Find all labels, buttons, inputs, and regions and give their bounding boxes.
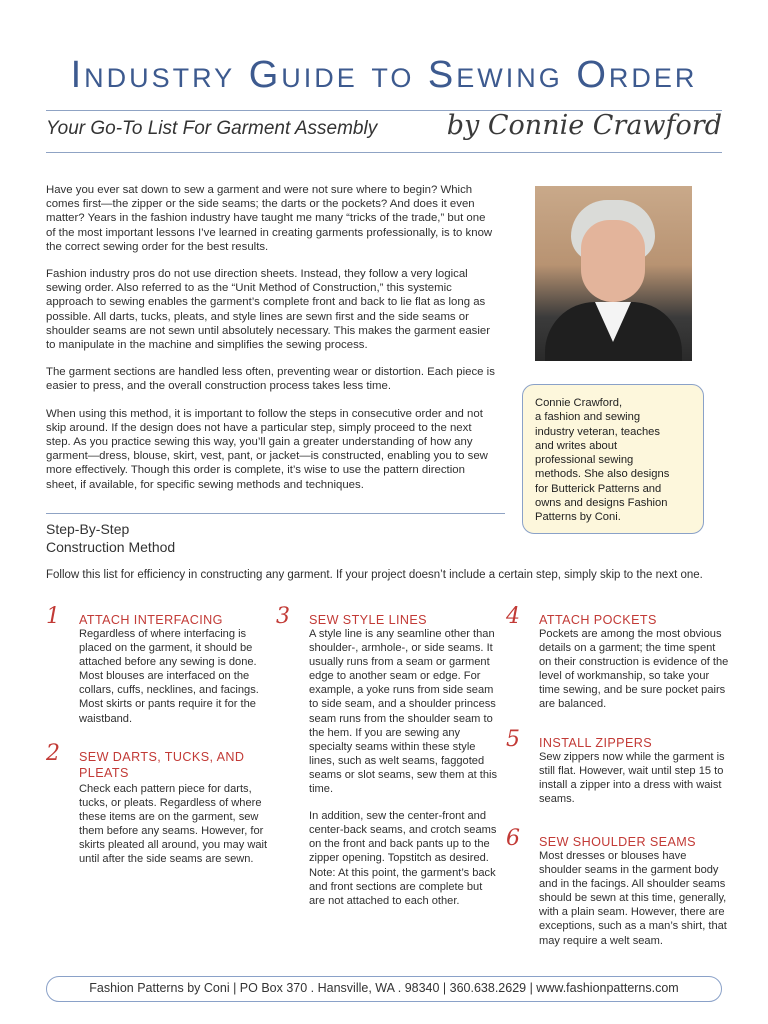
step-heading: ATTACH INTERFACING	[79, 613, 223, 627]
step-heading: SEW STYLE LINES	[309, 613, 427, 627]
step-body	[539, 750, 729, 819]
intro-paragraph: The garment sections are handled less often, preventing wear or distortion. Each piece is easier to press, and the overall construction process takes less time.	[46, 366, 495, 393]
bio-line: owns and designs Fashion	[535, 497, 668, 510]
step-heading: INSTALL ZIPPERS	[539, 736, 653, 750]
step-paragraph: Most dresses or blouses have shoulder seams in the garment body and in the facings. All shoulder seams should be sewn at this time, generally, with a plain seam. However, there are exceptions, such as a man’s shirt, that may require a welt seam.	[539, 850, 727, 947]
section-heading	[46, 520, 175, 556]
page-subtitle: Your Go-To List For Garment Assembly	[46, 118, 378, 139]
page-title: Industry Guide to Sewing Order	[70, 54, 698, 96]
step-heading: ATTACH POCKETS	[539, 613, 657, 627]
step-number: 1	[46, 604, 60, 629]
step-paragraph: In addition, sew the center-front and center-back seams, and crotch seams on the front and back pants up to the zipper opening. Topstitch as desired. Note: At this point, the garment’s back and front sections are complete but are not attached to each other.	[309, 810, 497, 907]
author-byline: by Connie Crawford	[446, 110, 722, 141]
step-paragraph: Check each pattern piece for darts, tucks, or pleats. Regardless of where these items are on the garment, sew them before any seams. However, for skirts pleated all around, you may wait until after the side seams are sewn.	[79, 783, 268, 866]
step-body	[539, 849, 729, 961]
bio-line: industry veteran, teaches	[535, 425, 660, 438]
step-body	[539, 627, 729, 725]
step-number: 5	[506, 727, 520, 752]
step-number: 4	[506, 604, 520, 629]
subtitle-rule	[46, 152, 722, 153]
step-paragraph: Pockets are among the most obvious details on a garment; the time spent on their construction is evidence of the level of workmanship, so take your time sewing, and be sure pocket pairs are balanced.	[539, 628, 729, 711]
intro-paragraph: Have you ever sat down to sew a garment and were not sure where to begin? Which comes first—the zipper or the side seams; the darts or the pockets? And does it even matter? Years in the fashion industry have taught me many “tricks of the trade,” but one of the most important lessons I’ve learned in creating garments professionally, is to know the correct sewing order for the best results.	[46, 184, 493, 253]
bio-line: Patterns by Coni.	[535, 511, 621, 524]
bio-line: for Butterick Patterns and	[535, 482, 662, 495]
step-heading: SEW SHOULDER SEAMS	[539, 835, 696, 849]
bio-line: a fashion and sewing	[535, 411, 641, 424]
step-number: 2	[46, 741, 60, 766]
step-body	[79, 782, 269, 880]
footer-contact-bar: Fashion Patterns by Coni | PO Box 370 . Hansville, WA . 98340 | 360.638.2629 | www.fashionpatterns.com	[46, 976, 722, 1002]
section-heading-line: Construction Method	[46, 539, 176, 555]
intro-text	[46, 183, 498, 505]
intro-paragraph: When using this method, it is important to follow the steps in consecutive order and not skip around. If the design does not have a particular step, simply proceed to the next step. As you practice sewing this way, you’ll gain a greater understanding of how any garment—dress, blouse, skirt, vest, pant, or jacket—is constructed, enabling you to sew more effectively. Though this order is complete, it’s wise to use the pattern direction sheet, if available, for specific sewing methods and techniques.	[46, 407, 488, 491]
step-paragraph: Regardless of where interfacing is placed on the garment, it should be attached before any sewing is done. Most blouses are interfaced on the collars, cuffs, necklines, and facings. Most skirts or pants require it for the waistband.	[79, 628, 259, 725]
step-body	[79, 627, 269, 739]
step-number: 3	[276, 604, 290, 629]
step-paragraph: A style line is any seamline other than shoulder-, armhole-, or side seams. It usually runs from a seam or garment edge to another seam or edge. For example, a yoke runs from side seam to side seam, and a shoulder princess seam runs from the shoulder seam to the hem. If you are sewing any specialty seams within these style lines, such as welt seams, faggoted seams or slot seams, sew them at this time.	[309, 628, 498, 796]
step-heading: SEW DARTS, TUCKS, AND PLEATS	[79, 750, 245, 780]
section-divider	[46, 513, 505, 514]
step-number: 6	[506, 826, 520, 851]
author-photo	[535, 186, 692, 361]
bio-line: professional sewing	[535, 454, 634, 467]
step-body	[309, 627, 499, 921]
step-paragraph: Sew zippers now while the garment is still flat. However, wait until step 15 to install a zipper into a dress with waist seams.	[539, 751, 725, 806]
bio-line: and writes about	[535, 439, 618, 452]
photo-face	[581, 220, 645, 302]
section-heading-line: Step-By-Step	[46, 521, 130, 537]
section-lead: Follow this list for efficiency in constructing any garment. If your project doesn’t include a certain step, simply skip to the next one.	[46, 569, 703, 581]
bio-line: Connie Crawford,	[535, 397, 623, 409]
author-bio-box	[522, 384, 704, 534]
bio-line: methods. She also designs	[535, 468, 670, 481]
intro-paragraph: Fashion industry pros do not use direction sheets. Instead, they follow a very logical sewing order. Also referred to as the “Unit Method of Construction,” this systemic approach to sewing enables the garment’s complete front and back to lie flat as long as possible. All darts, tucks, pleats, and style lines are sewn first and the side seams or shoulder seams are not sewn until absolutely necessary. This makes the garment easier to manipulate in the machine and simplifies the sewing process.	[46, 268, 491, 352]
